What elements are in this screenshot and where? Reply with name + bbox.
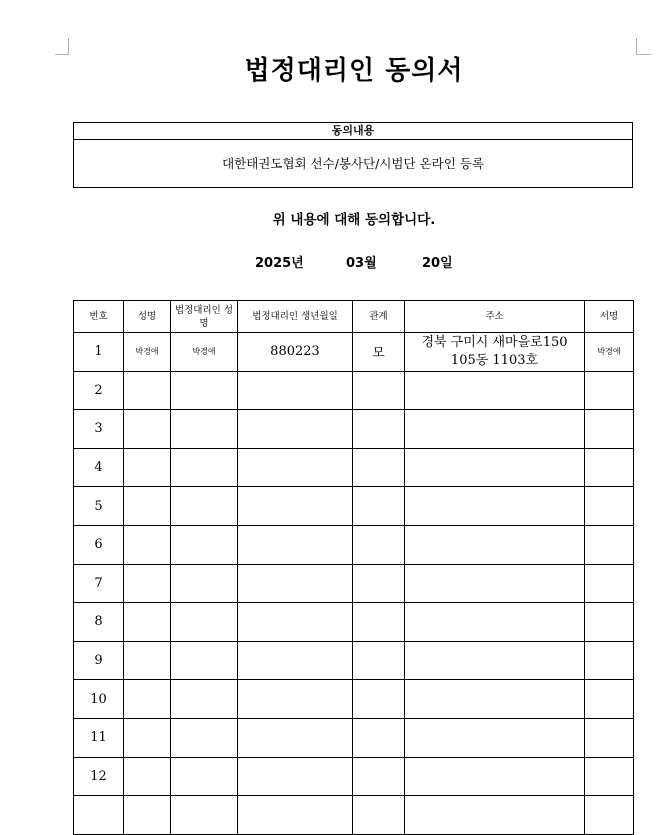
cell-address[interactable] xyxy=(405,718,585,757)
cell-name[interactable] xyxy=(124,641,171,680)
cell-guardian-birth[interactable] xyxy=(238,487,353,526)
cell-sign[interactable]: 박경애 xyxy=(585,333,634,372)
cell-guardian-birth[interactable] xyxy=(238,796,353,835)
cell-name[interactable] xyxy=(124,448,171,487)
cell-guardian-name[interactable] xyxy=(171,487,238,526)
consent-header: 동의내용 xyxy=(74,123,632,140)
cell-no: 6 xyxy=(74,525,124,564)
cell-guardian-name[interactable] xyxy=(171,718,238,757)
cell-address[interactable] xyxy=(405,525,585,564)
cell-guardian-name[interactable] xyxy=(171,641,238,680)
cell-relation[interactable] xyxy=(353,410,405,449)
cell-relation[interactable] xyxy=(353,796,405,835)
cell-no: 5 xyxy=(74,487,124,526)
cell-sign[interactable] xyxy=(585,603,634,642)
table-row xyxy=(74,796,634,835)
cell-no: 9 xyxy=(74,641,124,680)
cell-address[interactable] xyxy=(405,487,585,526)
cell-no: 8 xyxy=(74,603,124,642)
cell-sign[interactable] xyxy=(585,410,634,449)
table-row xyxy=(74,603,634,642)
table-row xyxy=(74,718,634,757)
cell-sign[interactable] xyxy=(585,757,634,796)
header-relation: 관계 xyxy=(353,301,405,333)
cell-no: 1 xyxy=(74,333,124,372)
cell-guardian-name[interactable] xyxy=(171,757,238,796)
table-row xyxy=(74,525,634,564)
cell-guardian-birth[interactable] xyxy=(238,641,353,680)
cell-guardian-birth[interactable] xyxy=(238,448,353,487)
table-row xyxy=(74,333,634,372)
cell-name[interactable] xyxy=(124,487,171,526)
agreement-statement: 위 내용에 대해 동의합니다. xyxy=(272,212,436,228)
cell-guardian-name[interactable] xyxy=(171,448,238,487)
cell-guardian-name[interactable] xyxy=(171,410,238,449)
cell-guardian-name[interactable] xyxy=(171,564,238,603)
cell-relation[interactable] xyxy=(353,603,405,642)
cell-sign[interactable] xyxy=(585,448,634,487)
cell-address[interactable] xyxy=(405,410,585,449)
cell-address[interactable] xyxy=(405,680,585,719)
cell-sign[interactable] xyxy=(585,525,634,564)
table-row xyxy=(74,564,634,603)
date-day: 20일 xyxy=(422,256,453,271)
date-month: 03월 xyxy=(346,256,377,271)
address-line-2: 105동 1103호 xyxy=(450,352,539,368)
cell-address[interactable] xyxy=(405,603,585,642)
document-title: 법정대리인 동의서 xyxy=(244,56,464,86)
header-name: 성명 xyxy=(124,301,171,333)
cell-name[interactable] xyxy=(124,564,171,603)
header-no: 번호 xyxy=(74,301,124,333)
table-row xyxy=(74,371,634,410)
cell-name[interactable] xyxy=(124,410,171,449)
cell-no: 12 xyxy=(74,757,124,796)
cell-name[interactable] xyxy=(124,796,171,835)
cell-no: 2 xyxy=(74,371,124,410)
header-guardian-birth: 법정대리인 생년월일 xyxy=(238,301,353,333)
cell-relation[interactable] xyxy=(353,487,405,526)
cell-name[interactable]: 박경애 xyxy=(124,333,171,372)
table-row xyxy=(74,410,634,449)
cell-no xyxy=(74,796,124,835)
cell-guardian-name[interactable] xyxy=(171,796,238,835)
cell-guardian-name[interactable]: 박경애 xyxy=(171,333,238,372)
table-row xyxy=(74,487,634,526)
cell-name[interactable] xyxy=(124,757,171,796)
cell-sign[interactable] xyxy=(585,796,634,835)
cell-guardian-birth[interactable]: 880223 xyxy=(238,333,353,372)
guardian-table xyxy=(73,300,634,835)
cell-guardian-name[interactable] xyxy=(171,525,238,564)
table-row xyxy=(74,680,634,719)
cell-guardian-birth[interactable] xyxy=(238,410,353,449)
consent-content: 대한태권도협회 선수/봉사단/시범단 온라인 등록 xyxy=(222,156,484,171)
cell-relation[interactable] xyxy=(353,680,405,719)
consent-box xyxy=(73,122,633,188)
cell-name[interactable] xyxy=(124,680,171,719)
header-address: 주소 xyxy=(405,301,585,333)
cell-no: 11 xyxy=(74,718,124,757)
cell-sign[interactable] xyxy=(585,680,634,719)
cell-relation[interactable] xyxy=(353,371,405,410)
cell-address[interactable] xyxy=(405,641,585,680)
cell-sign[interactable] xyxy=(585,564,634,603)
header-guardian-name: 법정대리인 성명 xyxy=(171,301,238,333)
cell-address[interactable] xyxy=(405,757,585,796)
cell-address[interactable] xyxy=(405,796,585,835)
cell-guardian-name[interactable] xyxy=(171,680,238,719)
table-row xyxy=(74,757,634,796)
cell-address[interactable] xyxy=(405,448,585,487)
cell-name[interactable] xyxy=(124,603,171,642)
cell-guardian-name[interactable] xyxy=(171,603,238,642)
cell-guardian-birth[interactable] xyxy=(238,718,353,757)
cell-sign[interactable] xyxy=(585,487,634,526)
cell-relation[interactable] xyxy=(353,757,405,796)
cell-relation[interactable]: 모 xyxy=(353,333,405,372)
cell-name[interactable] xyxy=(124,718,171,757)
cell-relation[interactable] xyxy=(353,718,405,757)
cell-no: 4 xyxy=(74,448,124,487)
cell-sign[interactable] xyxy=(585,371,634,410)
cell-guardian-birth[interactable] xyxy=(238,525,353,564)
cell-relation[interactable] xyxy=(353,641,405,680)
cell-name[interactable] xyxy=(124,525,171,564)
cell-guardian-name[interactable] xyxy=(171,371,238,410)
cell-no: 7 xyxy=(74,564,124,603)
table-header-row xyxy=(74,301,634,333)
cell-relation[interactable] xyxy=(353,525,405,564)
date-year: 2025년 xyxy=(255,256,304,271)
cell-guardian-birth[interactable] xyxy=(238,603,353,642)
table-row xyxy=(74,448,634,487)
cell-guardian-birth[interactable] xyxy=(238,680,353,719)
cell-address[interactable] xyxy=(405,371,585,410)
cell-relation[interactable] xyxy=(353,564,405,603)
cell-guardian-birth[interactable] xyxy=(238,371,353,410)
cell-address[interactable] xyxy=(405,564,585,603)
address-line-1: 경북 구미시 새마을로150 xyxy=(421,334,568,350)
table-row xyxy=(74,641,634,680)
cell-address[interactable] xyxy=(405,333,585,372)
cell-no: 10 xyxy=(74,680,124,719)
cell-no: 3 xyxy=(74,410,124,449)
cell-sign[interactable] xyxy=(585,641,634,680)
cell-name[interactable] xyxy=(124,371,171,410)
cell-sign[interactable] xyxy=(585,718,634,757)
cell-guardian-birth[interactable] xyxy=(238,757,353,796)
cell-guardian-birth[interactable] xyxy=(238,564,353,603)
cell-relation[interactable] xyxy=(353,448,405,487)
header-sign: 서명 xyxy=(585,301,634,333)
